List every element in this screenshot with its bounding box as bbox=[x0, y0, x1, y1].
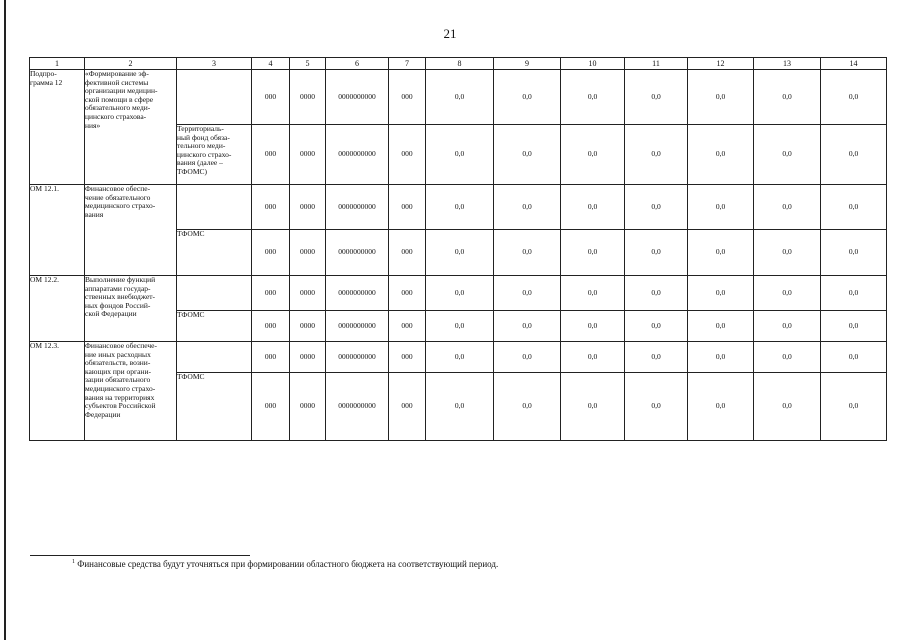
section-code-cell: 0000 bbox=[290, 70, 326, 125]
grbs-code-cell: 000 bbox=[252, 276, 290, 311]
column-number-header: 5 bbox=[290, 58, 326, 70]
column-number-header: 8 bbox=[426, 58, 494, 70]
target-article-cell: 0000000000 bbox=[326, 230, 389, 276]
grbs-code-cell: 000 bbox=[252, 70, 290, 125]
section-code-cell: 0000 bbox=[290, 230, 326, 276]
table-row bbox=[30, 342, 887, 373]
program-name-cell: Выполнение функций аппаратами государ- ственных внебюджет- ных фондов Россий- ской Федерации bbox=[85, 276, 177, 342]
page-number: 21 bbox=[443, 26, 457, 41]
amount-cell: 0,0 bbox=[754, 276, 821, 311]
expense-type-cell: 000 bbox=[389, 373, 426, 441]
grbs-code-cell: 000 bbox=[252, 185, 290, 230]
executor-cell: ТФОМС bbox=[177, 373, 252, 441]
executor-cell bbox=[177, 185, 252, 230]
grbs-code-cell: 000 bbox=[252, 125, 290, 185]
program-name-cell: Финансовое обеспече- ние иных расходных обязательств, возни- кающих при органи- зации обязательного медицинского страхо- вания на территориях субъектов Российской Федерации bbox=[85, 342, 177, 441]
amount-cell: 0,0 bbox=[754, 125, 821, 185]
amount-cell: 0,0 bbox=[426, 311, 494, 342]
column-number-header: 7 bbox=[389, 58, 426, 70]
amount-cell: 0,0 bbox=[754, 373, 821, 441]
target-article-cell: 0000000000 bbox=[326, 125, 389, 185]
program-code-cell: ОМ 12.2. bbox=[30, 276, 85, 342]
amount-cell: 0,0 bbox=[625, 125, 688, 185]
column-number-header: 10 bbox=[561, 58, 625, 70]
target-article-cell: 0000000000 bbox=[326, 276, 389, 311]
program-code-cell: ОМ 12.3. bbox=[30, 342, 85, 441]
expense-type-cell: 000 bbox=[389, 230, 426, 276]
amount-cell: 0,0 bbox=[688, 276, 754, 311]
executor-cell: Территориаль- ный фонд обяза- тельного меди- цинского страхо- вания (далее – ТФОМС) bbox=[177, 125, 252, 185]
section-code-cell: 0000 bbox=[290, 373, 326, 441]
amount-cell: 0,0 bbox=[561, 70, 625, 125]
target-article-cell: 0000000000 bbox=[326, 185, 389, 230]
column-number-header: 13 bbox=[754, 58, 821, 70]
section-code-cell: 0000 bbox=[290, 276, 326, 311]
amount-cell: 0,0 bbox=[688, 373, 754, 441]
amount-cell: 0,0 bbox=[821, 230, 887, 276]
amount-cell: 0,0 bbox=[561, 276, 625, 311]
amount-cell: 0,0 bbox=[494, 311, 561, 342]
footnote-mark: 1 bbox=[72, 559, 75, 565]
amount-cell: 0,0 bbox=[688, 125, 754, 185]
amount-cell: 0,0 bbox=[426, 276, 494, 311]
footnote-text: Финансовые средства будут уточняться при формировании областного бюджета на соответствующий период. bbox=[77, 559, 499, 569]
amount-cell: 0,0 bbox=[426, 373, 494, 441]
executor-cell: ТФОМС bbox=[177, 311, 252, 342]
amount-cell: 0,0 bbox=[625, 276, 688, 311]
amount-cell: 0,0 bbox=[821, 125, 887, 185]
amount-cell: 0,0 bbox=[625, 185, 688, 230]
amount-cell: 0,0 bbox=[821, 70, 887, 125]
amount-cell: 0,0 bbox=[688, 311, 754, 342]
target-article-cell: 0000000000 bbox=[326, 311, 389, 342]
column-number-header: 1 bbox=[30, 58, 85, 70]
program-code-cell: Подпро- грамма 12 bbox=[30, 70, 85, 185]
amount-cell: 0,0 bbox=[688, 342, 754, 373]
grbs-code-cell: 000 bbox=[252, 373, 290, 441]
amount-cell: 0,0 bbox=[821, 185, 887, 230]
target-article-cell: 0000000000 bbox=[326, 373, 389, 441]
executor-cell bbox=[177, 342, 252, 373]
expense-type-cell: 000 bbox=[389, 311, 426, 342]
amount-cell: 0,0 bbox=[625, 373, 688, 441]
amount-cell: 0,0 bbox=[821, 311, 887, 342]
expense-type-cell: 000 bbox=[389, 185, 426, 230]
expense-type-cell: 000 bbox=[389, 125, 426, 185]
amount-cell: 0,0 bbox=[426, 185, 494, 230]
program-name-cell: «Формирование эф- фективной системы организации медицин- ской помощи в сфере обязательного меди- цинского страхова- ния» bbox=[85, 70, 177, 185]
grbs-code-cell: 000 bbox=[252, 342, 290, 373]
amount-cell: 0,0 bbox=[426, 342, 494, 373]
amount-cell: 0,0 bbox=[754, 230, 821, 276]
amount-cell: 0,0 bbox=[561, 311, 625, 342]
amount-cell: 0,0 bbox=[754, 70, 821, 125]
amount-cell: 0,0 bbox=[561, 230, 625, 276]
amount-cell: 0,0 bbox=[754, 311, 821, 342]
amount-cell: 0,0 bbox=[821, 373, 887, 441]
amount-cell: 0,0 bbox=[494, 125, 561, 185]
amount-cell: 0,0 bbox=[494, 276, 561, 311]
grbs-code-cell: 000 bbox=[252, 230, 290, 276]
column-number-header: 11 bbox=[625, 58, 688, 70]
amount-cell: 0,0 bbox=[688, 185, 754, 230]
expense-type-cell: 000 bbox=[389, 342, 426, 373]
expense-type-cell: 000 bbox=[389, 276, 426, 311]
column-number-header: 9 bbox=[494, 58, 561, 70]
amount-cell: 0,0 bbox=[688, 230, 754, 276]
column-number-header: 4 bbox=[252, 58, 290, 70]
column-number-header: 12 bbox=[688, 58, 754, 70]
footnote bbox=[72, 557, 498, 570]
amount-cell: 0,0 bbox=[494, 70, 561, 125]
amount-cell: 0,0 bbox=[426, 125, 494, 185]
program-code-cell: ОМ 12.1. bbox=[30, 185, 85, 276]
column-number-header: 6 bbox=[326, 58, 389, 70]
expense-type-cell: 000 bbox=[389, 70, 426, 125]
grbs-code-cell: 000 bbox=[252, 311, 290, 342]
table-row bbox=[30, 70, 887, 125]
amount-cell: 0,0 bbox=[561, 125, 625, 185]
amount-cell: 0,0 bbox=[625, 311, 688, 342]
target-article-cell: 0000000000 bbox=[326, 70, 389, 125]
amount-cell: 0,0 bbox=[625, 230, 688, 276]
amount-cell: 0,0 bbox=[754, 185, 821, 230]
amount-cell: 0,0 bbox=[625, 70, 688, 125]
amount-cell: 0,0 bbox=[625, 342, 688, 373]
amount-cell: 0,0 bbox=[561, 373, 625, 441]
section-code-cell: 0000 bbox=[290, 311, 326, 342]
executor-cell bbox=[177, 70, 252, 125]
amount-cell: 0,0 bbox=[494, 185, 561, 230]
budget-table bbox=[29, 57, 887, 441]
program-name-cell: Финансовое обеспе- чение обязательного медицинского страхо- вания bbox=[85, 185, 177, 276]
amount-cell: 0,0 bbox=[561, 342, 625, 373]
amount-cell: 0,0 bbox=[494, 373, 561, 441]
scan-edge-line bbox=[4, 0, 6, 640]
footnote-separator bbox=[30, 555, 250, 556]
amount-cell: 0,0 bbox=[821, 342, 887, 373]
amount-cell: 0,0 bbox=[821, 276, 887, 311]
section-code-cell: 0000 bbox=[290, 342, 326, 373]
column-number-header: 3 bbox=[177, 58, 252, 70]
amount-cell: 0,0 bbox=[494, 342, 561, 373]
target-article-cell: 0000000000 bbox=[326, 342, 389, 373]
column-number-header: 14 bbox=[821, 58, 887, 70]
amount-cell: 0,0 bbox=[561, 185, 625, 230]
amount-cell: 0,0 bbox=[426, 70, 494, 125]
section-code-cell: 0000 bbox=[290, 185, 326, 230]
amount-cell: 0,0 bbox=[754, 342, 821, 373]
table-row bbox=[30, 276, 887, 311]
table-row bbox=[30, 185, 887, 230]
amount-cell: 0,0 bbox=[426, 230, 494, 276]
amount-cell: 0,0 bbox=[494, 230, 561, 276]
executor-cell bbox=[177, 276, 252, 311]
header-row bbox=[30, 58, 887, 70]
section-code-cell: 0000 bbox=[290, 125, 326, 185]
column-number-header: 2 bbox=[85, 58, 177, 70]
executor-cell: ТФОМС bbox=[177, 230, 252, 276]
amount-cell: 0,0 bbox=[688, 70, 754, 125]
